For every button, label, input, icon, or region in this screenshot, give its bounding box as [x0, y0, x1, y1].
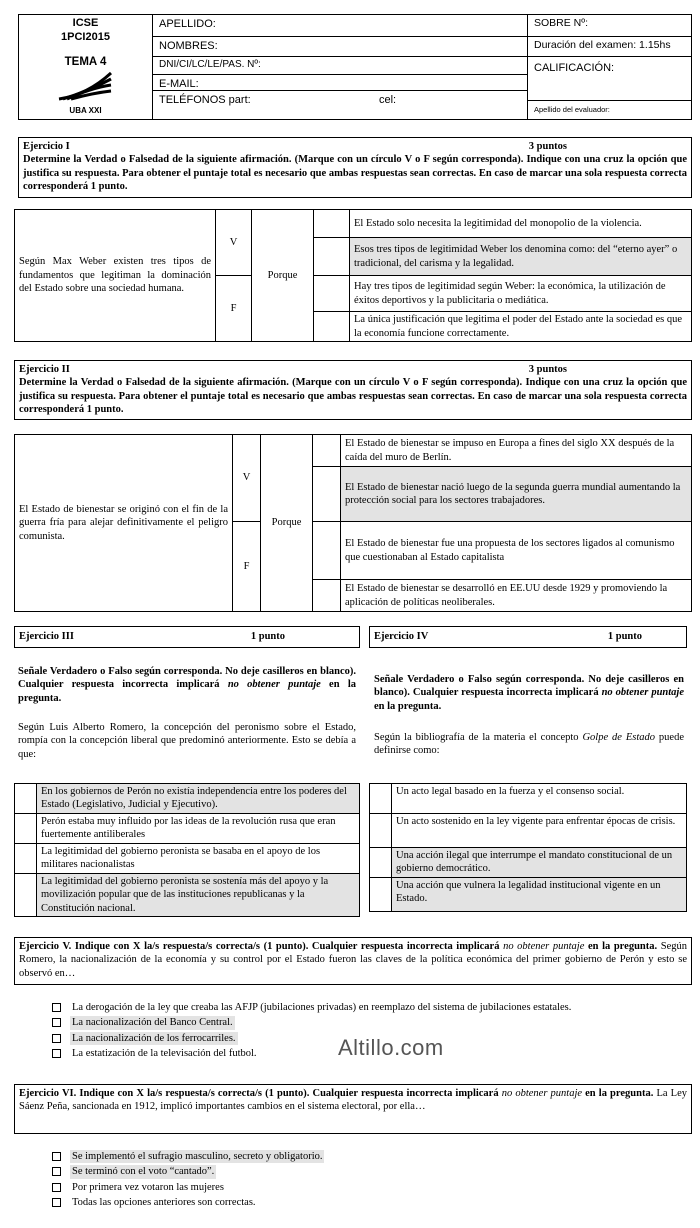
exercise-4-question-em: Golpe de Estado [582, 732, 656, 743]
exercise-4-instr-a: Señale Verdadero o Falso según corresponda. No deje casilleros en blanco). Cualquier respuesta incorrecta implicará [374, 674, 684, 699]
exercise-3-instr-a: Señale Verdadero o Falso según corresponda. No deje casilleros en blanco). Cualquier respuesta incorrecta implicará [18, 666, 356, 691]
exercise-4-question-b: puede definirse como: [374, 732, 684, 757]
exercise-2-option-1: El Estado de bienestar se impuso en Europa a fines del siglo XX después de la caída del muro de Berlín. [341, 435, 692, 467]
dni-field[interactable]: DNI/CI/LC/LE/PAS. Nº: [153, 57, 527, 75]
exercise-5-option-2-label: La nacionalización del Banco Central. [72, 1017, 233, 1029]
tema-label: TEMA 4 [64, 56, 107, 68]
exercise-2-instructions [14, 360, 692, 420]
exercise-6-option-2-label: Se terminó con el voto “cantado”. [72, 1166, 215, 1178]
exercise-3-question: Según Luis Alberto Romero, la concepción del peronismo sobre el Estado, rompía con la concepción liberal que predominó anteriormente. Esto se debía a que: [18, 722, 356, 760]
exercise-6-instructions [14, 1084, 692, 1134]
exercise-4-option-4: Una acción que vulnera la legalidad institucional vigente en un Estado. [392, 878, 687, 912]
exercise-2-option-4: El Estado de bienestar se desarrolló en EE.UU desde 1929 y promoviendo la aplicación de políticas neoliberales. [341, 580, 692, 612]
calificacion-field[interactable]: CALIFICACIÓN: [528, 57, 691, 101]
exercise-5-head-b: en la pregunta. [584, 941, 658, 952]
exercise-3-option-3-box[interactable] [15, 843, 37, 873]
exercise-2-points: 3 puntos [528, 364, 567, 375]
exercise-2-option-4-box[interactable] [313, 580, 341, 612]
exercise-1-title: Ejercicio I [23, 141, 70, 152]
exercise-2-option-3-box[interactable] [313, 522, 341, 580]
exercise-5-body: Según Romero, la nacionalización de la economía y su control por el Estado fueron las claves de la política económica del primer gobierno de Perón y esto se observó en… [19, 941, 687, 979]
exercise-3-option-3: La legitimidad del gobierno peronista se basaba en el apoyo de los militares nacionalistas [37, 843, 360, 873]
exercise-6-option-3-label: Por primera vez votaron las mujeres [72, 1181, 224, 1193]
exercise-6-option-2[interactable] [52, 1165, 692, 1178]
exercise-3-option-4: La legitimidad del gobierno peronista se sostenía más del apoyo y la movilización popular que de las instituciones republicanas y la Constitución nacional. [37, 873, 360, 916]
exercise-6-option-1[interactable] [52, 1150, 692, 1163]
exercise-1-option-2: Esos tres tipos de legitimidad Weber los denomina como: del “eterno ayer” o tradicional, del carisma y la legalidad. [350, 238, 692, 276]
exercise-2-false[interactable]: F [233, 522, 261, 612]
exercise-2-text: Determine la Verdad o Falsedad de la siguiente afirmación. (Marque con un círculo V o F según corresponda). Indique con una cruz la opción que justifica su respuesta. Para obtener el puntaje total es necesario que ambas respuestas sean correctas. En caso de marcar una sola respuesta correcta corresponderá 1 punto. [19, 377, 687, 416]
exercise-3-title: Ejercicio III [19, 631, 74, 642]
exam-admin-fields [528, 15, 691, 119]
telefonos-field[interactable] [153, 91, 527, 118]
evaluador-field[interactable]: Apellido del evaluador: [534, 105, 610, 114]
exercise-5-option-1-label: La derogación de la ley que creaba las AFJP (jubilaciones privadas) en reemplazo del sistema de jubilaciones estatales. [72, 1002, 572, 1013]
exercise-4-option-2-box[interactable] [370, 814, 392, 848]
exercise-3-instr-em: no obtener puntaje [227, 679, 321, 691]
checkbox-icon[interactable] [52, 1167, 61, 1176]
exercise-5-option-4-label: La estatización de la televisación del futbol. [72, 1048, 257, 1060]
exercise-4-instr-b: en la pregunta. [374, 700, 442, 712]
institution-logo-block [19, 15, 153, 119]
exercise-1-table [14, 209, 692, 342]
exercise-4-title: Ejercicio IV [374, 631, 429, 642]
cel-label: cel: [379, 94, 397, 106]
exercise-6-option-4-label: Todas las opciones anteriores son correctas. [72, 1197, 256, 1209]
exercise-5-head-em: no obtener puntaje [503, 941, 585, 952]
exercise-5-option-3-label: La nacionalización de los ferrocarriles. [72, 1032, 236, 1044]
exercise-4-option-3-box[interactable] [370, 848, 392, 878]
exercise-3-points: 1 punto [250, 631, 285, 642]
exercise-4-question-a: Según la bibliografía de la materia el concepto [374, 732, 583, 743]
exercise-1-option-1-box[interactable] [314, 210, 350, 238]
exercise-6-body: La Ley Sáenz Peña, sancionada en 1912, implicó importantes cambios en el sistema electoral, por ella… [19, 1088, 687, 1113]
exercise-5-option-1[interactable] [52, 1001, 692, 1014]
exercise-4-option-1-box[interactable] [370, 784, 392, 814]
exercise-3-option-2: Perón estaba muy influido por las ideas de la revolución rusa que eran fuertemente antiliberales [37, 813, 360, 843]
exercise-1-porque: Porque [252, 210, 314, 342]
exercise-1-heading [23, 140, 687, 153]
exercise-1-false[interactable]: F [216, 276, 252, 342]
exercise-1-points: 3 puntos [528, 141, 567, 152]
exercise-2-option-2-box[interactable] [313, 467, 341, 522]
uba-logo-icon [57, 71, 113, 101]
exercise-4-instr-em: no obtener puntaje [601, 687, 684, 699]
exercise-1-option-2-box[interactable] [314, 238, 350, 276]
exercise-6-option-4[interactable] [52, 1196, 692, 1209]
duracion-label: Duración del examen: 1.15hs [528, 37, 691, 57]
exercise-4-question [374, 731, 684, 758]
watermark: Altillo.com [338, 1035, 444, 1060]
email-field[interactable]: E-MAIL: [153, 75, 527, 91]
student-info-fields [153, 15, 528, 119]
exercise-4-option-4-box[interactable] [370, 878, 392, 912]
exercise-2-option-2: El Estado de bienestar nació luego de la segunda guerra mundial aumentando la protección social para los sectores trabajadores. [341, 467, 692, 522]
checkbox-icon[interactable] [52, 1018, 61, 1027]
telefonos-label: TELÉFONOS part: [159, 94, 251, 106]
exercise-1-statement: Según Max Weber existen tres tipos de fundamentos que legitiman la dominación del Estado sobre una sociedad humana. [15, 210, 216, 342]
exercise-2-table [14, 434, 692, 612]
checkbox-icon[interactable] [52, 1049, 61, 1058]
exercise-3-option-1: En los gobiernos de Perón no existía independencia entre los poderes del Estado (Legislativo, Judicial y Ejecutivo). [37, 784, 360, 814]
exercise-5-instructions [14, 937, 692, 985]
exercise-1-option-4: La única justificación que legitima el poder del Estado ante la sociedad es que la economía funcione correctamente. [350, 312, 692, 342]
exercise-4-points: 1 punto [607, 631, 642, 642]
exercise-6-head-b: en la pregunta. [582, 1088, 654, 1099]
checkbox-icon[interactable] [52, 1198, 61, 1207]
nombres-field[interactable]: NOMBRES: [153, 37, 527, 57]
exam-header [18, 14, 692, 120]
exercise-4-option-1: Un acto legal basado en la fuerza y el consenso social. [392, 784, 687, 814]
exercise-2-true[interactable]: V [233, 435, 261, 522]
exercise-3-instructions [18, 665, 356, 705]
exercise-1-option-3: Hay tres tipos de legitimidad según Weber: la económica, la utilización de éxitos deportivos y la publicitaria o mediática. [350, 276, 692, 312]
logo-line2: 1PCI2015 [61, 31, 110, 43]
checkbox-icon[interactable] [52, 1034, 61, 1043]
exercise-2-porque: Porque [261, 435, 313, 612]
logo-uba-xxi: UBA XXI [69, 105, 102, 115]
exercise-2-heading [19, 363, 687, 376]
exercise-2-option-3: El Estado de bienestar fue una propuesta de los sectores ligados al comunismo que cuestionaban al Estado capitalista [341, 522, 692, 580]
exercise-4-options [369, 783, 687, 912]
exercise-3-option-2-box[interactable] [15, 813, 37, 843]
exercise-6-option-3[interactable] [52, 1181, 692, 1194]
exercise-3-option-4-box[interactable] [15, 873, 37, 916]
exercise-6-head: Ejercicio VI. Indique con X la/s respuesta/s correcta/s (1 punto). Cualquier respuesta incorrecta implicará [19, 1088, 502, 1099]
exercise-1-instructions [18, 137, 692, 198]
exercise-3-option-1-box[interactable] [15, 784, 37, 814]
checkbox-icon[interactable] [52, 1152, 61, 1161]
checkbox-icon[interactable] [52, 1183, 61, 1192]
exercise-2-title: Ejercicio II [19, 364, 70, 375]
exercise-4-option-3: Una acción ilegal que interrumpe el mandato constitucional de un gobierno democrático. [392, 848, 687, 878]
logo-line1: ICSE [72, 17, 99, 29]
exercise-1-text: Determine la Verdad o Falsedad de la siguiente afirmación. (Marque con un círculo V o F según corresponda). Indique con una cruz la opción que justifica su respuesta. Para obtener el puntaje total es necesario que ambas respuestas sean correctas. En caso de marcar una sola respuesta correcta corresponderá 1 punto. [23, 154, 687, 193]
exercise-6-options [52, 1150, 692, 1212]
checkbox-icon[interactable] [52, 1003, 61, 1012]
exercise-2-option-1-box[interactable] [313, 435, 341, 467]
exercise-1-true[interactable]: V [216, 210, 252, 276]
exercise-2-statement: El Estado de bienestar se originó con el fin de la guerra fría para alejar definitivamente el peligro comunista. [15, 435, 233, 612]
exercise-1-option-3-box[interactable] [314, 276, 350, 312]
exercise-3-heading [14, 626, 360, 648]
exercise-5-head: Ejercicio V. Indique con X la/s respuesta/s correcta/s (1 punto). Cualquier respuesta incorrecta implicará [19, 941, 504, 952]
exercise-5-option-2[interactable] [52, 1016, 692, 1029]
exercise-1-option-1: El Estado solo necesita la legitimidad del monopolio de la violencia. [350, 210, 692, 238]
exercise-4-heading [369, 626, 687, 648]
exercise-6-head-em: no obtener puntaje [501, 1088, 583, 1099]
exercise-4-option-2: Un acto sostenido en la ley vigente para enfrentar épocas de crisis. [392, 814, 687, 848]
apellido-field[interactable]: APELLIDO: [153, 15, 527, 37]
exercise-3-instr-b: en la pregunta. [18, 679, 356, 704]
exercise-1-option-4-box[interactable] [314, 312, 350, 342]
exercise-6-option-1-label: Se implementó el sufragio masculino, secreto y obligatorio. [72, 1151, 323, 1162]
sobre-field[interactable]: SOBRE Nº: [528, 15, 691, 37]
exercise-4-instructions [374, 673, 684, 713]
exercise-3-options [14, 783, 360, 917]
